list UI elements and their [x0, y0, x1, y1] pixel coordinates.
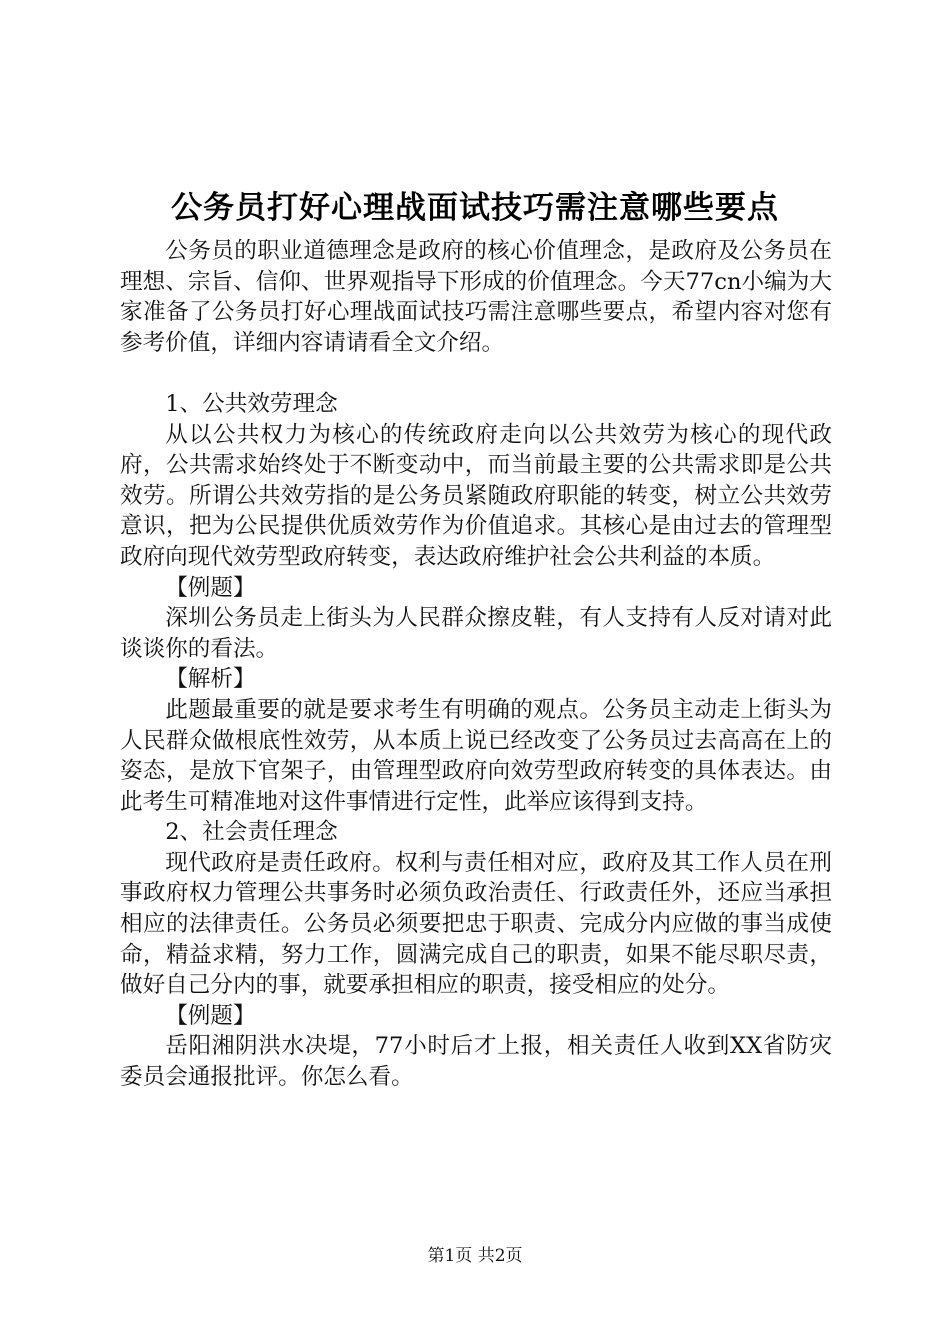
example-label: 【例题】 — [165, 574, 256, 601]
page-number-footer: 第1页 共2页 — [427, 1246, 523, 1266]
document-body — [120, 236, 832, 1093]
analysis-paragraph: 此题最重要的就是要求考生有明确的观点。公务员主动走上街头为人民群众做根底性效劳，从本质上说已经改变了公务员过去高高在上的姿态，是放下官架子，由管理型政府向效劳型政府转变的具体表达。由此考生可精准地对这件事情进行定性，此举应该得到支持。 — [120, 696, 832, 815]
section-heading-public-service: 1、公共效劳理念 — [165, 390, 338, 417]
example-label: 【例题】 — [165, 1002, 256, 1029]
example-paragraph: 岳阳湘阴洪水决堤，77小时后才上报，相关责任人收到XX省防灾委员会通报批评。你怎么看。 — [120, 1033, 832, 1091]
intro-paragraph: 公务员的职业道德理念是政府的核心价值理念，是政府及公务员在理想、宗旨、信仰、世界观指导下形成的价值理念。今天77cn小编为大家准备了公务员打好心理战面试技巧需注意哪些要点，希望内容对您有参考价值，详细内容请请看全文介绍。 — [120, 238, 832, 356]
body-paragraph: 从以公共权力为核心的传统政府走向以公共效劳为核心的现代政府，公共需求始终处于不断变动中，而当前最主要的公共需求即是公共效劳。所谓公共效劳指的是公务员紧随政府职能的转变，树立公共效劳意识，把为公民提供优质效劳作为价值追求。其核心是由过去的管理型政府向现代效劳型政府转变，表达政府维护社会公共利益的本质。 — [120, 421, 832, 570]
body-paragraph: 现代政府是责任政府。权利与责任相对应，政府及其工作人员在刑事政府权力管理公共事务时必须负政治责任、行政责任外，还应当承担相应的法律责任。公务员必须要把忠于职责、完成分内应做的事当成使命，精益求精，努力工作，圆满完成自己的职责，如果不能尽职尽责，做好自己分内的事，就要承担相应的职责，接受相应的处分。 — [120, 849, 832, 999]
section-heading-social-responsibility: 2、社会责任理念 — [165, 819, 338, 846]
example-paragraph: 深圳公务员走上街头为人民群众擦皮鞋，有人支持有人反对请对此谈谈你的看法。 — [120, 605, 832, 662]
analysis-label: 【解析】 — [165, 666, 256, 693]
document-title: 公务员打好心理战面试技巧需注意哪些要点 — [171, 190, 779, 226]
